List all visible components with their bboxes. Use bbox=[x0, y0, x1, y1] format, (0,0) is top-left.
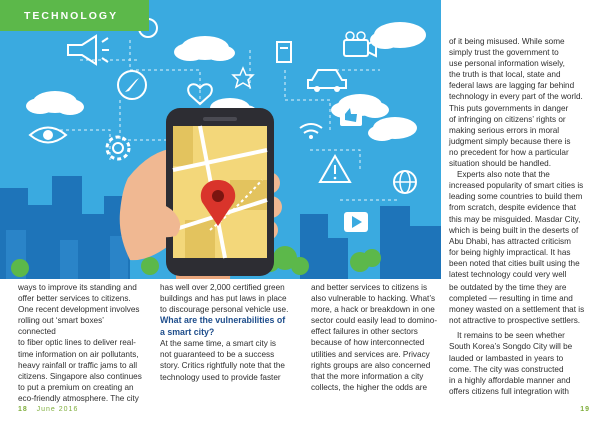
text-line: utilities and services are. Privacy bbox=[311, 349, 430, 359]
text-line: use personal information wisely, bbox=[449, 59, 565, 69]
text-line: simply trust the government to bbox=[449, 48, 559, 58]
text-line: time information on air pollutants, bbox=[18, 349, 139, 359]
text-line: also vulnerable to hacking. What’s bbox=[311, 294, 436, 304]
text-line: Experts also note that the bbox=[457, 170, 550, 180]
text-line: technology in every part of the world. bbox=[449, 92, 583, 102]
text-line: story. Critics rightfully note that the bbox=[160, 361, 285, 371]
text-line: Abu Dhabi, has attracted criticism bbox=[449, 236, 571, 246]
text-line: At the same time, a smart city is bbox=[160, 339, 277, 349]
text-line: lauded or lambasted in years to bbox=[449, 353, 564, 363]
text-line: buildings and has put laws in place bbox=[160, 294, 287, 304]
text-line: increased popularity of smart cities is bbox=[449, 181, 584, 191]
text-line: It remains to be seen whether bbox=[457, 331, 565, 341]
subheading-line: a smart city? bbox=[160, 326, 215, 337]
footer-left bbox=[18, 406, 78, 413]
article-column-4 bbox=[449, 282, 591, 397]
article-column-2 bbox=[160, 282, 290, 383]
article-column-right-top bbox=[449, 36, 591, 280]
issue-date: June 2016 bbox=[36, 406, 79, 413]
text-line: rolling out ‘smart boxes’ connected bbox=[18, 316, 104, 337]
text-line: federal laws are lagging far behind bbox=[449, 81, 575, 91]
text-line: of infringing on citizens’ rights or bbox=[449, 114, 566, 124]
text-line: more, a hack or breakdown in one bbox=[311, 305, 435, 315]
text-line: technology used to provide faster bbox=[160, 372, 281, 382]
text-line: sector could easily lead to domino- bbox=[311, 316, 438, 326]
text-line: to fiber optic lines to deliver real- bbox=[18, 338, 136, 348]
text-line: been noted that cities built using the bbox=[449, 258, 580, 268]
text-line: This puts governments in danger bbox=[449, 103, 569, 113]
text-line: collects, the higher the odds are bbox=[311, 382, 428, 392]
text-line: situation should be handled. bbox=[449, 159, 551, 169]
text-line: that the more information a city bbox=[311, 371, 424, 381]
text-line: which is being built in the deserts of bbox=[449, 225, 579, 235]
text-line: to discourage personal vehicle use. bbox=[160, 305, 289, 315]
text-line: be outdated by the time they are bbox=[449, 283, 567, 292]
text-line: of it being misused. While some bbox=[449, 37, 565, 46]
text-line: and better services to citizens is bbox=[311, 283, 428, 292]
text-line: for being highly impractical. It has bbox=[449, 247, 571, 257]
page-number: 18 bbox=[18, 406, 28, 413]
text-line: eco-friendly atmosphere. The city bbox=[18, 393, 139, 403]
section-subheading bbox=[160, 315, 290, 338]
text-line: South Korea’s Songdo City will be bbox=[449, 342, 573, 352]
smart-city-illustration bbox=[0, 0, 441, 279]
text-line: no precedent for how a particular bbox=[449, 147, 569, 157]
text-line: leading some countries to build them bbox=[449, 192, 583, 202]
text-line: ways to improve its standing and bbox=[18, 283, 137, 292]
text-line: latest technology could very well bbox=[449, 269, 567, 279]
text-line: effect failures in other sectors bbox=[311, 327, 418, 337]
text-line: because of how interconnected bbox=[311, 338, 425, 348]
text-line: in a highly affordable manner and bbox=[449, 375, 571, 385]
text-line: money wasted on a settlement that is bbox=[449, 305, 585, 315]
text-line: to put a premium on creating an bbox=[18, 382, 134, 392]
text-line: come. The city was constructed bbox=[449, 364, 564, 374]
text-line: offer better services to citizens. bbox=[18, 294, 131, 304]
text-line: this may be misguided. Masdar City, bbox=[449, 214, 581, 224]
section-tag: TECHNOLOGY bbox=[0, 0, 149, 31]
text-line: the truth is that local, state and bbox=[449, 70, 561, 80]
text-line: heavy rainfall or traffic jams to all bbox=[18, 360, 138, 370]
text-line: One recent development involves bbox=[18, 305, 140, 315]
text-line: judgment simply because there is bbox=[449, 136, 571, 146]
text-line: from scratch, despite evidence that bbox=[449, 203, 576, 213]
text-line: making serious errors in moral bbox=[449, 125, 560, 135]
text-line: completed — resulting in time and bbox=[449, 294, 573, 304]
text-line: not attractive to prospective settlers. bbox=[449, 316, 581, 326]
article-column-1 bbox=[18, 282, 142, 404]
text-line: rights groups are also concerned bbox=[311, 360, 431, 370]
footer-right bbox=[580, 406, 590, 413]
subheading-line: What are the vulnerabilities of bbox=[160, 315, 286, 326]
article-column-3 bbox=[311, 282, 441, 393]
text-line: has well over 2,000 certified green bbox=[160, 283, 285, 292]
page-number: 19 bbox=[580, 406, 590, 413]
text-line: citizens. Singapore also continues bbox=[18, 371, 142, 381]
text-line: offers citizens full integration with bbox=[449, 386, 569, 396]
text-line: not guaranteed to be a success bbox=[160, 350, 275, 360]
illustration-graphic bbox=[0, 0, 441, 279]
